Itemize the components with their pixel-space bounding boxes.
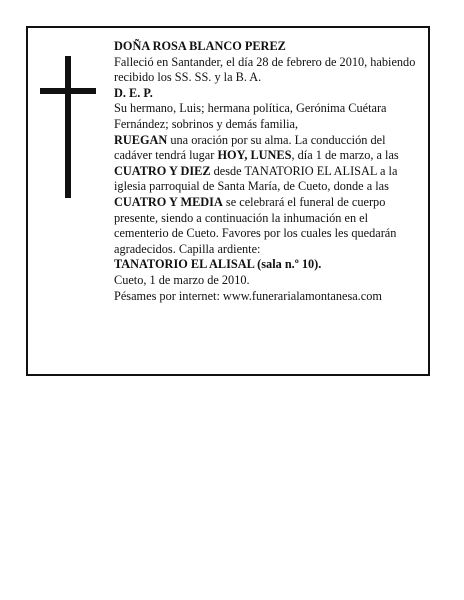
- notice-text: [114, 39, 424, 304]
- obituary-notice: [26, 26, 430, 376]
- rip-line: D. E. P.: [114, 85, 153, 100]
- request-paragraph: [114, 133, 424, 258]
- cross-icon: [40, 56, 100, 198]
- request-text-4: se celebrará el funeral de cuerpo presente, siendo a continuación la inhumación en el cementerio de Cueto. Favores por los cuales les quedarán agradecidos. Capilla ardiente:: [114, 194, 397, 256]
- death-paragraph: Falleció en Santander, el día 28 de febrero de 2010, habiendo recibido los SS. SS. y la B. A.: [114, 54, 416, 85]
- time-second: CUATRO Y MEDIA: [114, 194, 223, 209]
- time-first: CUATRO Y DIEZ: [114, 163, 211, 178]
- deceased-name: DOÑA ROSA BLANCO PEREZ: [114, 39, 286, 53]
- request-text-1: una oración por su alma. La conducción del cadáver tendrá lugar: [114, 132, 386, 163]
- cross-horizontal-bar: [40, 88, 96, 94]
- cross-vertical-bar: [65, 56, 71, 198]
- chapel-line: TANATORIO EL ALISAL (sala n.º 10).: [114, 257, 322, 272]
- web-line: Pésames por internet: www.funerarialamontanesa.com: [114, 288, 382, 303]
- ruegan-word: RUEGAN: [114, 132, 168, 147]
- family-paragraph: Su hermano, Luis; hermana política, Gerónima Cuétara Fernández; sobrinos y demás familia,: [114, 101, 387, 131]
- day-text: HOY, LUNES: [217, 148, 292, 163]
- request-text-2: , día 1 de marzo, a las: [291, 148, 399, 163]
- request-text-3: desde TANATORIO EL ALISAL a la iglesia parroquial de Santa María, de Cueto, donde a las: [114, 163, 398, 194]
- date-line: Cueto, 1 de marzo de 2010.: [114, 272, 250, 287]
